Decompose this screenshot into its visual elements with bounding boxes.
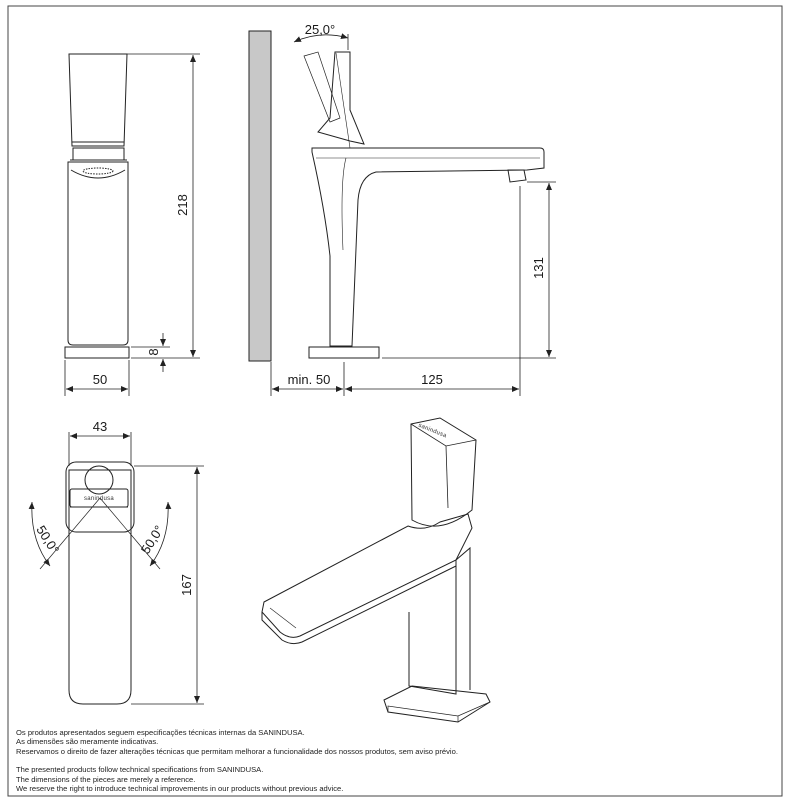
- dim-125-label: 125: [421, 372, 443, 387]
- front-aerator: [71, 170, 125, 178]
- dim-167-label: 167: [179, 574, 194, 596]
- wall-section: [249, 31, 271, 361]
- dim-50-right-angle-label: 50,0°: [137, 522, 167, 557]
- dim-218-label: 218: [175, 194, 190, 216]
- front-body: [68, 162, 128, 345]
- note-en-1: The presented products follow technical specifications from SANINDUSA.: [16, 765, 264, 775]
- note-pt-2: As dimensões são meramente indicativas.: [16, 737, 159, 747]
- front-base: [65, 347, 129, 358]
- dim-25-angle-label: 25,0°: [304, 22, 336, 37]
- dim-131-label: 131: [531, 257, 546, 279]
- dim-8-label: 8: [146, 348, 161, 356]
- side-lever: [318, 52, 364, 144]
- iso-spout-top: [262, 514, 472, 637]
- iso-view: [262, 418, 490, 722]
- disclaimer-notes: [16, 728, 776, 793]
- note-en-3: We reserve the right to introduce technical improvements in our products without previous advice.: [16, 784, 344, 794]
- iso-base: [384, 686, 490, 722]
- side-view: [304, 52, 544, 358]
- side-dimensions: [271, 34, 556, 396]
- iso-brand-text: sanindusa: [417, 422, 448, 440]
- dim-43-label: 43: [92, 419, 108, 434]
- dim-min50-label: min. 50: [287, 372, 331, 387]
- note-pt-3: Reservamos o direito de fazer alterações técnicas que permitam melhorar a funcionalidade dos nossos produtos, sem aviso prévio.: [16, 746, 458, 756]
- note-pt-1: Os produtos apresentados seguem especificações técnicas internas da SANINDUSA.: [16, 728, 305, 737]
- side-aerator: [508, 170, 526, 182]
- iso-body: [409, 548, 470, 694]
- front-handle: [69, 54, 127, 146]
- top-spout-body: [69, 470, 131, 704]
- top-brand-text: sanindusa: [83, 496, 115, 502]
- side-base: [309, 347, 379, 358]
- iso-spout-front: [262, 566, 456, 644]
- note-en-2: The dimensions of the pieces are merely a reference.: [16, 774, 196, 784]
- front-view: [65, 54, 129, 358]
- front-collar: [73, 148, 124, 160]
- dim-50-front-label: 50: [92, 372, 108, 387]
- top-dimensions: [32, 432, 204, 704]
- sheet-frame: [8, 6, 782, 796]
- dim-50-left-angle-label: 50,0°: [33, 522, 63, 557]
